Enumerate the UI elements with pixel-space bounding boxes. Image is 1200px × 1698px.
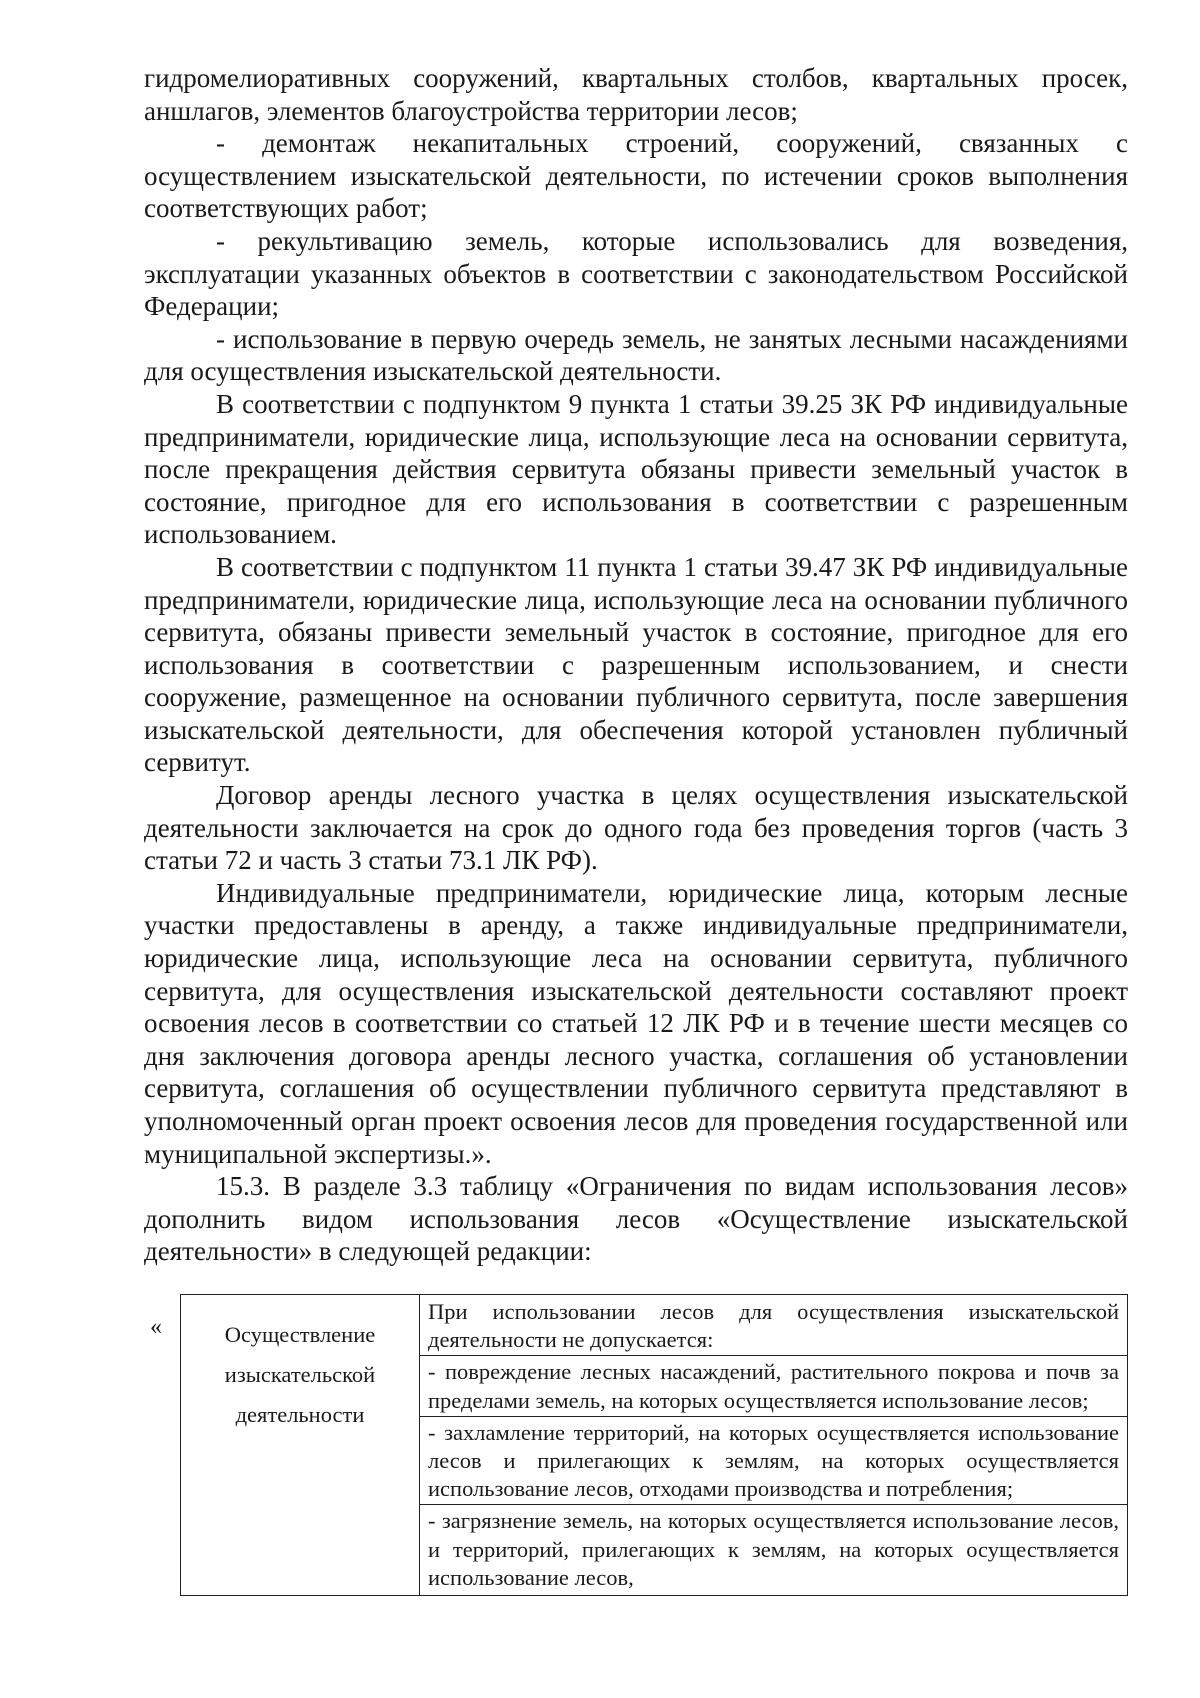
row-divider [420, 1355, 1127, 1357]
restrictions-cell [420, 1295, 1128, 1596]
restriction-item: - захламление территорий, на которых осуществляется использование лесов и прилегающих к землям, на которых осуществляется использование лесов, отходами производства и потребления; [428, 1419, 1119, 1502]
paragraph-list-item: - рекультивацию земель, которые использовались для возведения, эксплуатации указанных объектов в соответствии с законодательством Российской Федерации; [144, 225, 1128, 322]
paragraph-continuation: гидромелиоративных сооружений, квартальных столбов, квартальных просек, аншлагов, элементов благоустройства территории лесов; [144, 63, 1128, 126]
use-kind-cell [181, 1295, 420, 1596]
restriction-item: - повреждение лесных насаждений, растительного покрова и почв за пределами земель, на которых осуществляется использование лесов; [428, 1359, 1119, 1413]
table-row [181, 1295, 1128, 1596]
restrictions-table [180, 1294, 1128, 1596]
restriction-item: - загрязнение земель, на которых осуществляется использование лесов, и территорий, прилегающих к землям, на которых осуществляется использование лесов, [428, 1508, 1119, 1590]
use-kind-line: Осуществление [224, 1322, 376, 1347]
use-kind-line: изыскательской [224, 1362, 376, 1387]
paragraph-list-item: - демонтаж некапитальных строений, сооружений, связанных с осуществлением изыскательской деятельности, по истечении сроков выполнения соответствующих работ; [144, 128, 1128, 224]
opening-quote-mark: « [150, 1314, 162, 1340]
restrictions-intro: При использовании лесов для осуществления изыскательской деятельности не допускается: [428, 1299, 1119, 1353]
paragraph: Индивидуальные предприниматели, юридические лица, которым лесные участки предоставлены в аренду, а также индивидуальные предприниматели, юридические лица, использующие леса на основании сервитута, публичного сервитута, для осуществления изыскательской деятельности составляют проект освоения лесов в соответствии со статьей 12 ЛК РФ и в течение шести месяцев со дня заключения договора аренды лесного участка, соглашения об установлении сервитута, соглашения об осуществлении публичного сервитута представляют в уполномоченный орган проект освоения лесов для проведения государственной или муниципальной экспертизы.». [144, 877, 1128, 1169]
document-body [144, 62, 1128, 1268]
paragraph-list-item: - использование в первую очередь земель, не занятых лесными насаждениями для осуществления изыскательской деятельности. [144, 323, 1128, 387]
paragraph: В соответствии с подпунктом 9 пункта 1 статьи 39.25 ЗК РФ индивидуальные предприниматели, юридические лица, использующие леса на основании сервитута, после прекращения действия сервитута обязаны привести земельный участок в состояние, пригодное для его использования в соответствии с разрешенным использованием. [144, 388, 1128, 550]
row-divider [420, 1504, 1127, 1506]
paragraph-amendment: 15.3. В разделе 3.3 таблицу «Ограничения по видам использования лесов» дополнить видом использования лесов «Осуществление изыскательской деятельности» в следующей редакции: [144, 1171, 1128, 1267]
row-divider [420, 1416, 1127, 1418]
paragraph: Договор аренды лесного участка в целях осуществления изыскательской деятельности заключается на срок до одного года без проведения торгов (часть 3 статьи 72 и часть 3 статьи 73.1 ЛК РФ). [144, 780, 1128, 876]
paragraph: В соответствии с подпунктом 11 пункта 1 статьи 39.47 ЗК РФ индивидуальные предприниматели, юридические лица, использующие леса на основании публичного сервитута, обязаны привести земельный участок в состояние, пригодное для его использования в соответствии с разрешенным использованием, и снести сооружение, размещенное на основании публичного сервитута, после завершения изыскательской деятельности, для обеспечения которой установлен публичный сервитут. [144, 551, 1128, 778]
restrictions-table-block [144, 1294, 1128, 1698]
use-kind-line: деятельности [235, 1402, 365, 1427]
